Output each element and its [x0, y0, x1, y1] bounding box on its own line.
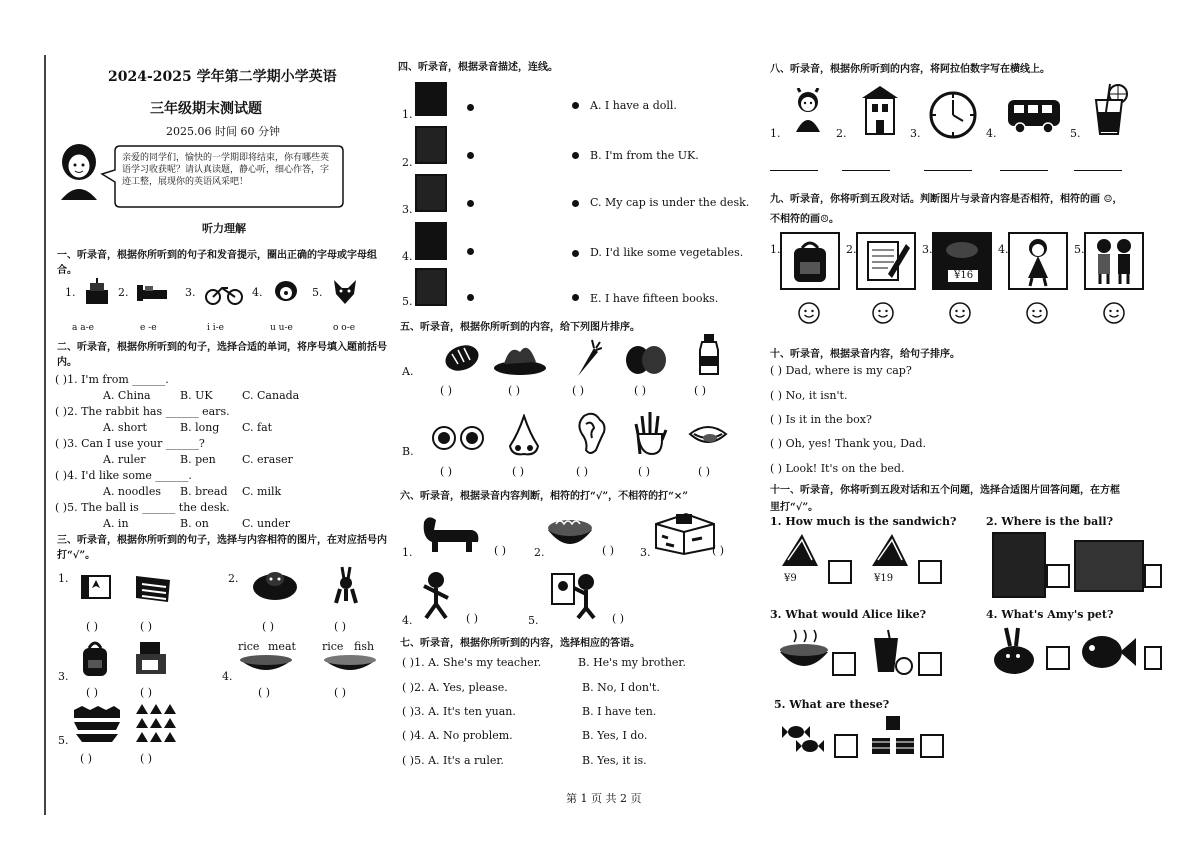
sandwich-price: ¥19 — [874, 573, 894, 584]
sec9-num: 5. — [1074, 243, 1085, 256]
match-dot-right[interactable] — [572, 102, 579, 109]
smiley-face-icon[interactable] — [1026, 302, 1048, 324]
sec6-paren[interactable]: ( ) — [602, 544, 615, 557]
usa-flag-icon — [132, 572, 174, 606]
photo-books — [415, 268, 447, 306]
answer-line[interactable] — [1074, 170, 1122, 171]
sec4-num: 2. — [402, 156, 413, 169]
sec4-num: 4. — [402, 250, 413, 263]
sec3-num: 5. — [58, 734, 69, 747]
sec3-paren[interactable]: ( ) — [140, 686, 153, 699]
sec11-title-line1: 十一、听录音，你将听到五段对话和五个问题，选择合适图片回答问题，在方框 — [770, 485, 1120, 496]
rabbit-pet-icon — [988, 626, 1044, 678]
sec6-paren[interactable]: ( ) — [494, 544, 507, 557]
exam-meta: 2025.06 时间 60 分钟 — [166, 125, 280, 138]
sec3-num: 2. — [228, 572, 239, 585]
sec7-item-b: B. Yes, I do. — [582, 729, 648, 742]
gift-box-icon — [652, 508, 716, 556]
match-dot-right[interactable] — [572, 200, 579, 207]
sec4-option-d: D. I'd like some vegetables. — [590, 246, 744, 259]
sec11-q4: 4. What's Amy's pet? — [986, 608, 1114, 621]
sec5-row-a: A. — [402, 365, 414, 378]
rice-meat-bowl-icon — [238, 654, 294, 676]
sec9-picture-frame — [856, 232, 916, 290]
sec10-item: ( ) Is it in the box? — [770, 413, 872, 426]
sec5-paren[interactable]: ( ) — [572, 384, 585, 397]
sec9-picture-frame — [932, 232, 992, 290]
backpack-icon — [782, 234, 838, 288]
sec9-num: 4. — [998, 243, 1009, 256]
boy-dancing-icon — [416, 570, 456, 622]
smiley-face-icon[interactable] — [1103, 302, 1125, 324]
sec4-option-b: B. I'm from the UK. — [590, 149, 699, 162]
listening-section-title: 听力理解 — [202, 222, 246, 235]
sec3-paren[interactable]: ( ) — [334, 686, 347, 699]
answer-line[interactable] — [770, 170, 818, 171]
sec6-num: 3. — [640, 546, 651, 559]
answer-checkbox[interactable] — [918, 652, 942, 676]
canada-flag-icon — [78, 572, 114, 606]
sec7-title: 七、听录音，根据你所听到的内容，选择相应的答语。 — [400, 638, 640, 649]
sec1-hint: i i-e — [207, 323, 224, 333]
sec7-item-a: ( )5. A. It's a ruler. — [402, 754, 504, 767]
eggs-icon — [624, 338, 668, 378]
sec2-q2-c: C. fat — [242, 421, 273, 434]
two-kids-icon — [1086, 234, 1142, 288]
sec2-title: 二、听录音，根据你所听到的句子，选择合适的单词，将序号填入题前括号内。 — [57, 342, 387, 368]
sec10-item: ( ) Look! It's on the bed. — [770, 462, 905, 475]
juice-glass-icon — [1090, 82, 1130, 138]
answer-line[interactable] — [924, 170, 972, 171]
sec4-option-a: A. I have a doll. — [590, 99, 677, 112]
sec2-q3: ( )3. Can I use your ______? — [55, 437, 205, 450]
answer-line[interactable] — [1000, 170, 1048, 171]
sec2-q3-c: C. eraser — [242, 453, 293, 466]
sec7-item-b: B. No, I don't. — [582, 681, 660, 694]
sec2-q1: ( )1. I'm from ______. — [55, 373, 169, 386]
sec5-paren[interactable]: ( ) — [512, 465, 525, 478]
sec6-num: 2. — [534, 546, 545, 559]
sec3-paren[interactable]: ( ) — [80, 752, 93, 765]
sec4-num: 1. — [402, 108, 413, 121]
sec2-q4-c: C. milk — [242, 485, 282, 498]
sec2-q3-a: A. ruler — [103, 453, 146, 466]
sec2-q1-a: A. China — [103, 389, 151, 402]
goldfish-pet-icon — [1074, 626, 1138, 678]
sec3-paren[interactable]: ( ) — [140, 752, 153, 765]
answer-checkbox[interactable] — [1144, 646, 1162, 670]
sec1-num: 4. — [252, 286, 263, 299]
photo-cap-desk — [415, 174, 447, 212]
long-dog-icon — [414, 512, 484, 556]
sec7-item-b: B. Yes, it is. — [582, 754, 647, 767]
carrot-icon — [572, 338, 602, 378]
answer-checkbox[interactable] — [1046, 564, 1070, 588]
sec5-row-b: B. — [402, 445, 414, 458]
sec2-q1-c: C. Canada — [242, 389, 300, 402]
sec5-paren[interactable]: ( ) — [694, 384, 707, 397]
teacher-illustration — [55, 140, 105, 202]
sec2-q2: ( )2. The rabbit has ______ ears. — [55, 405, 230, 418]
sec1-num: 2. — [118, 286, 129, 299]
match-dot-left[interactable] — [467, 152, 474, 159]
sec2-q4-a: A. noodles — [103, 485, 161, 498]
bike-icon — [204, 282, 244, 306]
hand-icon — [632, 410, 668, 456]
smiley-face-icon[interactable] — [872, 302, 894, 324]
sec5-paren[interactable]: ( ) — [698, 465, 711, 478]
sec1-num: 1. — [65, 286, 76, 299]
thin-rabbit-icon — [330, 565, 362, 605]
sec9-num: 1. — [770, 243, 781, 256]
answer-checkbox[interactable] — [918, 560, 942, 584]
vegetables-plate-icon — [492, 338, 548, 378]
sec3-paren[interactable]: ( ) — [86, 686, 99, 699]
food-label: rice — [322, 640, 344, 653]
smiley-face-icon[interactable] — [798, 302, 820, 324]
sec3-title: 三、听录音，根据你所听到的句子，选择与内容相符的图片，在对应括号内打“√”。 — [57, 535, 387, 561]
sec1-title: 一、听录音，根据你所听到的句子和发音提示，圈出正确的字母或字母组合。 — [57, 250, 377, 276]
sec2-q4: ( )4. I'd like some ______. — [55, 469, 192, 482]
eyes-icon — [430, 424, 486, 452]
sec4-option-c: C. My cap is under the desk. — [590, 196, 750, 209]
sec8-num: 1. — [770, 127, 781, 140]
fifteen-shapes-icon — [72, 704, 122, 744]
sec9-num: 2. — [846, 243, 857, 256]
sec10-item: ( ) No, it isn't. — [770, 389, 848, 402]
sec3-paren[interactable]: ( ) — [86, 620, 99, 633]
page-footer: 第 1 页 共 2 页 — [566, 792, 642, 805]
sec6-paren[interactable]: ( ) — [612, 612, 625, 625]
fox-icon — [330, 276, 360, 306]
sec5-paren[interactable]: ( ) — [440, 465, 453, 478]
sec8-num: 4. — [986, 127, 997, 140]
sec10-title: 十、听录音，根据录音内容，给句子排序。 — [770, 349, 960, 360]
sec3-paren[interactable]: ( ) — [258, 686, 271, 699]
sec7-item-a: ( )4. A. No problem. — [402, 729, 513, 742]
dog-icon — [270, 276, 302, 306]
sec4-num: 5. — [402, 295, 413, 308]
binding-line — [44, 55, 46, 815]
sec2-q4-b: B. bread — [180, 485, 228, 498]
sec10-item: ( ) Oh, yes! Thank you, Dad. — [770, 437, 927, 450]
sec9-picture-frame — [1084, 232, 1144, 290]
ball-photo-2 — [1074, 540, 1144, 592]
sec2-q5-c: C. under — [242, 517, 290, 530]
doll-icon — [788, 88, 828, 136]
sec10-item: ( ) Dad, where is my cap? — [770, 364, 912, 377]
noodle-bowl-icon — [546, 512, 594, 556]
nose-icon — [506, 414, 542, 458]
sec5-paren[interactable]: ( ) — [440, 384, 453, 397]
sec11-q3: 3. What would Alice like? — [770, 608, 927, 621]
match-dot-right[interactable] — [572, 294, 579, 301]
sec3-num: 1. — [58, 572, 69, 585]
sec9-title-line1: 九、听录音，你将听到五段对话。判断图片与录音内容是否相符，相符的画 ☺， — [770, 194, 1123, 205]
answer-checkbox[interactable] — [832, 652, 856, 676]
sec5-paren[interactable]: ( ) — [576, 465, 589, 478]
price-tag: ¥16 — [954, 270, 974, 281]
sec8-num: 2. — [836, 127, 847, 140]
cake-icon — [82, 278, 112, 306]
photo-boy-uk — [415, 126, 447, 164]
ball-photo-1 — [992, 532, 1046, 598]
sec6-paren[interactable]: ( ) — [466, 612, 479, 625]
bread-icon — [442, 340, 482, 376]
bubble-text: 亲爱的同学们，愉快的一学期即将结束，你有哪些英语学习收获呢？请认真读题，静心听，细心作答，字迹工整，展现你的英语风采吧！ — [122, 153, 330, 187]
sec5-paren[interactable]: ( ) — [638, 465, 651, 478]
sec5-paren[interactable]: ( ) — [508, 384, 521, 397]
sec9-title-line2: 不相符的画☹。 — [770, 214, 839, 225]
sec9-picture-frame — [780, 232, 840, 290]
sec2-q2-b: B. long — [180, 421, 220, 434]
title-line-2: 三年级期末测试题 — [150, 101, 262, 117]
bag-icon — [78, 636, 112, 680]
sec7-item-a: ( )1. A. She's my teacher. — [402, 656, 542, 669]
match-dot-right[interactable] — [572, 152, 579, 159]
food-label: rice — [238, 640, 260, 653]
sec1-num: 3. — [185, 286, 196, 299]
bus-icon — [1006, 96, 1062, 136]
sec7-item-a: ( )2. A. Yes, please. — [402, 681, 508, 694]
sec3-paren[interactable]: ( ) — [140, 620, 153, 633]
sec3-paren[interactable]: ( ) — [334, 620, 347, 633]
answer-line[interactable] — [842, 170, 890, 171]
fat-rabbit-icon — [248, 565, 302, 603]
sec8-num: 3. — [910, 127, 921, 140]
photo-vegetables — [415, 222, 447, 260]
answer-checkbox[interactable] — [828, 560, 852, 584]
sec6-title: 六、听录音，根据录音内容判断，相符的打“√”，不相符的打“×” — [400, 491, 688, 502]
food-label: fish — [354, 640, 375, 653]
ear-icon — [574, 410, 608, 456]
photo-girl-doll — [415, 82, 447, 116]
title-line-1: 2024-2025 学年第二学期小学英语 — [108, 69, 337, 85]
sec8-num: 5. — [1070, 127, 1081, 140]
match-dot-left[interactable] — [467, 294, 474, 301]
rice-fish-bowl-icon — [322, 654, 378, 676]
sec11-q5: 5. What are these? — [774, 698, 890, 711]
sec3-num: 4. — [222, 670, 233, 683]
food-label: meat — [268, 640, 296, 653]
sec5-title: 五、听录音，根据你所听到的内容，给下列图片排序。 — [400, 322, 640, 333]
sec11-q1: 1. How much is the sandwich? — [770, 515, 957, 528]
sec1-hint: o o-e — [333, 323, 356, 333]
candies-icon — [782, 718, 826, 758]
sec1-hint: e -e — [140, 323, 157, 333]
sec2-q1-b: B. UK — [180, 389, 213, 402]
sec4-title: 四、听录音，根据录音描述，连线。 — [398, 62, 558, 73]
sec4-option-e: E. I have fifteen books. — [590, 292, 719, 305]
smiley-face-icon[interactable] — [949, 302, 971, 324]
sec2-q3-b: B. pen — [180, 453, 216, 466]
sec11-q2: 2. Where is the ball? — [986, 515, 1114, 528]
clock-icon — [928, 90, 978, 140]
sec3-paren[interactable]: ( ) — [262, 620, 275, 633]
answer-checkbox[interactable] — [920, 734, 944, 758]
triangles-icon — [134, 702, 184, 744]
sandwich-icon — [778, 530, 822, 572]
sec8-title: 八、听录音，根据你所听到的内容，将阿拉伯数字写在横线上。 — [770, 64, 1050, 75]
sec7-item-b: B. I have ten. — [582, 705, 657, 718]
mouth-icon — [688, 418, 728, 452]
sandwich-icon — [868, 530, 912, 572]
match-dot-left[interactable] — [467, 200, 474, 207]
answer-checkbox[interactable] — [834, 734, 858, 758]
sec6-num: 1. — [402, 546, 413, 559]
sec5-paren[interactable]: ( ) — [634, 384, 647, 397]
sec6-num: 5. — [528, 614, 539, 627]
soup-bowl-icon — [778, 628, 830, 676]
sec2-q5: ( )5. The ball is ______ the desk. — [55, 501, 230, 514]
sec1-hint: u u-e — [270, 323, 293, 333]
notebook-pencil-icon — [858, 234, 914, 288]
juice-drink-icon — [868, 628, 916, 676]
sec6-num: 4. — [402, 614, 413, 627]
cakes-icon — [868, 712, 920, 758]
sec2-q2-a: A. short — [103, 421, 147, 434]
sec1-num: 5. — [312, 286, 323, 299]
sec9-num: 3. — [922, 243, 933, 256]
bed-icon — [135, 282, 169, 304]
sec7-item-a: ( )3. A. It's ten yuan. — [402, 705, 516, 718]
sec3-num: 3. — [58, 670, 69, 683]
girl-painting-icon — [548, 568, 600, 620]
match-dot-left[interactable] — [467, 248, 474, 255]
sec11-title-line2: 里打“√”。 — [770, 502, 819, 513]
sec2-q5-a: A. in — [103, 517, 129, 530]
sec6-paren[interactable]: ( ) — [712, 544, 725, 557]
house-icon — [858, 82, 902, 138]
sec1-hint: a a-e — [72, 323, 94, 333]
milk-bottle-icon — [696, 332, 722, 376]
desk-books-icon — [134, 636, 170, 680]
match-dot-right[interactable] — [572, 250, 579, 257]
sandwich-price: ¥9 — [784, 573, 797, 584]
match-dot-left[interactable] — [467, 104, 474, 111]
sec2-q5-b: B. on — [180, 517, 209, 530]
sec9-picture-frame — [1008, 232, 1068, 290]
answer-checkbox[interactable] — [1144, 564, 1162, 588]
answer-checkbox[interactable] — [1046, 646, 1070, 670]
sec7-item-b: B. He's my brother. — [578, 656, 686, 669]
sec4-num: 3. — [402, 203, 413, 216]
girl-icon — [1010, 234, 1066, 288]
